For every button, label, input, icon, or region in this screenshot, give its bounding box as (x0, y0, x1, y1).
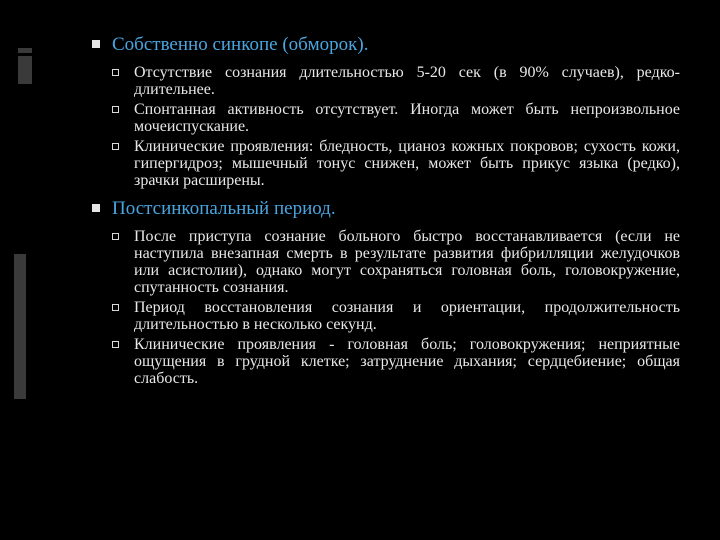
list-item-text: Клинические проявления: бледность, цианоз кожных покровов; сухость кожи, гипергидроз; мышечный тонус снижен, может быть прикус языка (редко), зрачки расширены. (134, 138, 680, 189)
list-item (112, 336, 680, 387)
list-item-text: Спонтанная активность отсутствует. Иногда может быть непроизвольное мочеиспускание. (134, 101, 680, 135)
hollow-square-bullet-icon (112, 106, 119, 113)
decor-bar-1 (18, 48, 32, 53)
list-item-text: Период восстановления сознания и ориентации, продолжительность длительностью в несколько секунд. (134, 299, 680, 333)
list-item (112, 101, 680, 135)
square-bullet-icon (92, 204, 100, 212)
list-item (112, 64, 680, 98)
slide-content (92, 34, 680, 390)
section-2-heading: Постсинкопальный период. (112, 198, 336, 219)
hollow-square-bullet-icon (112, 341, 119, 348)
hollow-square-bullet-icon (112, 304, 119, 311)
section-2-heading-row (92, 198, 680, 220)
decor-bar-2 (18, 56, 32, 84)
square-bullet-icon (92, 40, 100, 48)
list-item-text: Отсутствие сознания длительностью 5-20 сек (в 90% случаев), редко- длительнее. (134, 64, 680, 98)
hollow-square-bullet-icon (112, 143, 119, 150)
decor-bar-3 (14, 254, 26, 399)
hollow-square-bullet-icon (112, 69, 119, 76)
list-item-text: Клинические проявления - головная боль; головокружения; неприятные ощущения в грудной клетке; затруднение дыхания; сердцебиение; общая слабость. (134, 336, 680, 387)
list-item (112, 299, 680, 333)
list-item-text: После приступа сознание больного быстро восстанавливается (если не наступила внезапная смерть в результате развития фибрилляции желудочков или асистолии), однако могут сохраняться головная боль, головокружение, спутанность сознания. (134, 228, 680, 296)
list-item (112, 228, 680, 296)
section-1-heading: Собственно синкопе (обморок). (112, 34, 369, 55)
hollow-square-bullet-icon (112, 233, 119, 240)
list-item (112, 138, 680, 189)
section-1-heading-row (92, 34, 680, 56)
